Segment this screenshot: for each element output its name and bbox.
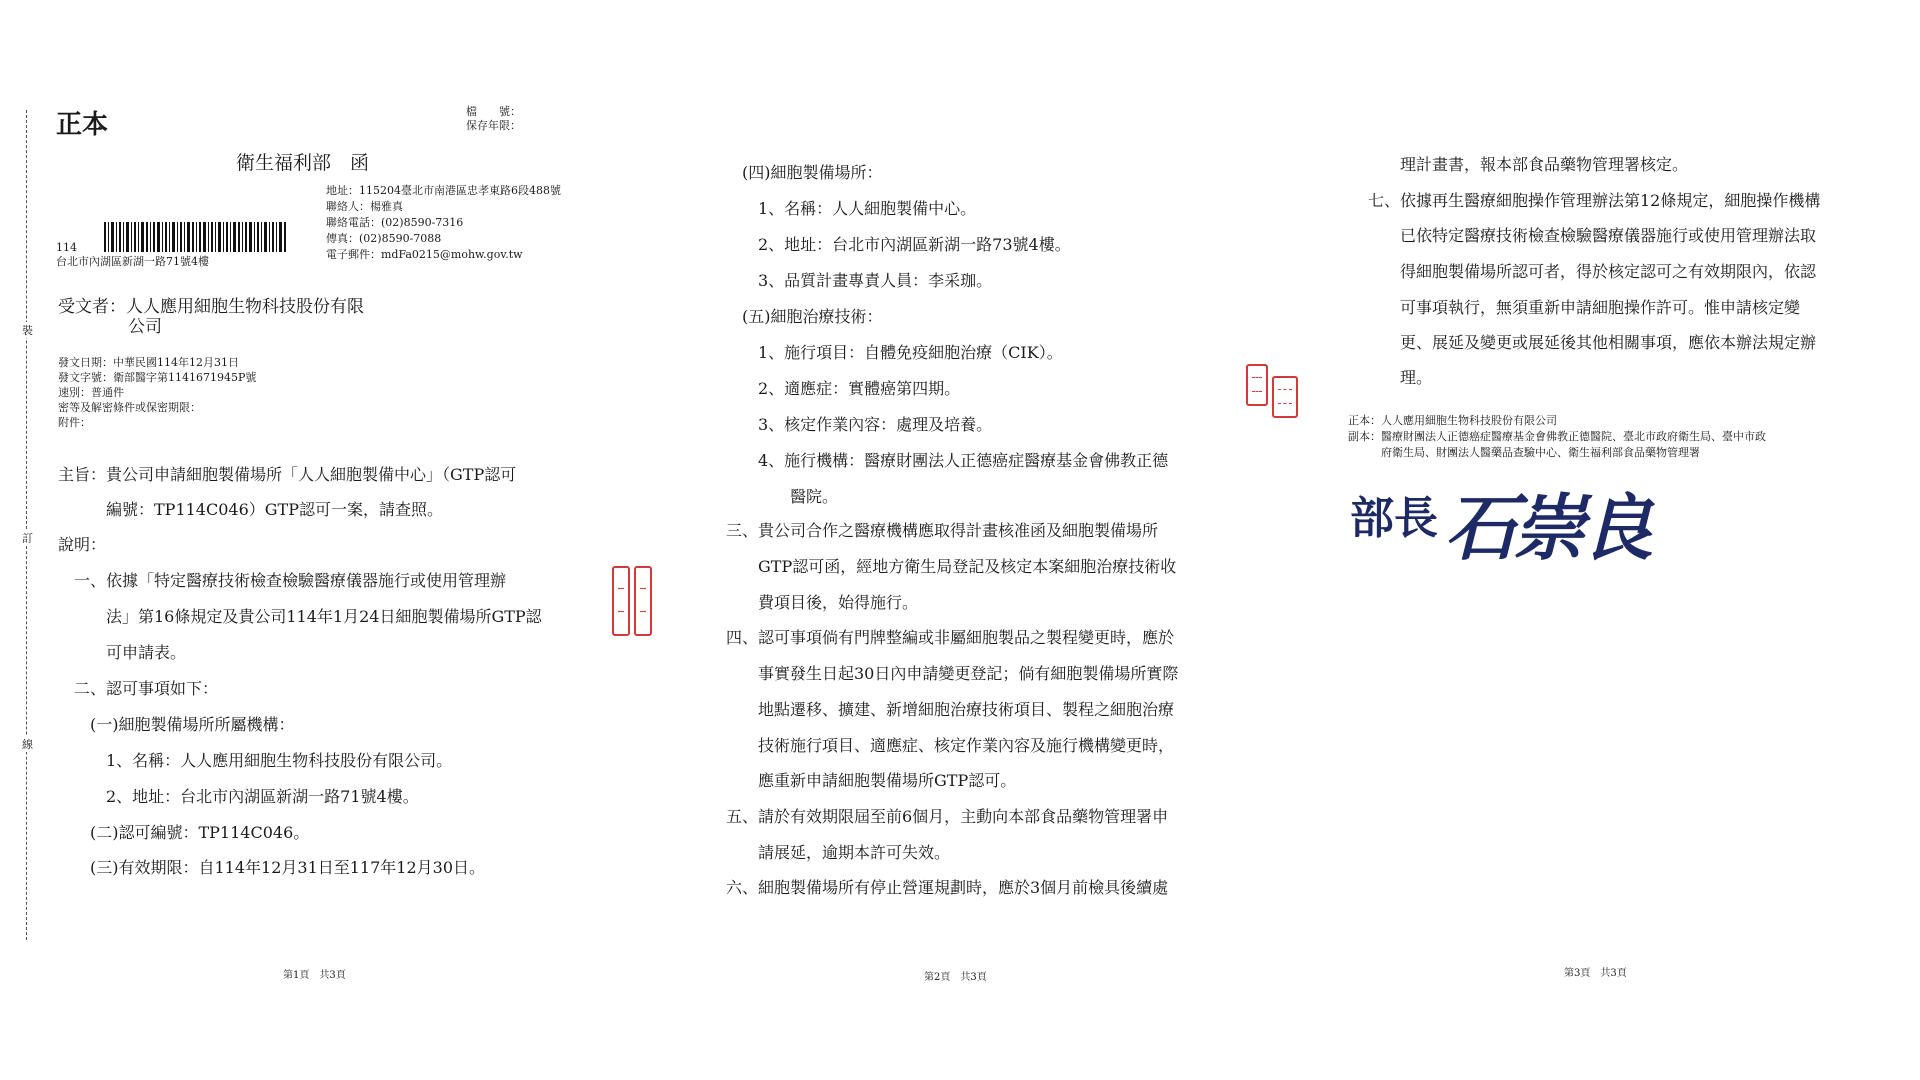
sender-phone: 聯絡電話：(02)8590-7316 bbox=[326, 216, 464, 229]
body-line: 4、施行機構：醫療財團法人正德癌症醫療基金會佛教正德 bbox=[726, 451, 1169, 470]
recipient-address: 台北市內湖區新湖一路71號4樓 bbox=[56, 255, 209, 268]
body-line: 理。 bbox=[1368, 368, 1433, 387]
margin-char-line: 線 bbox=[22, 738, 33, 751]
file-no-label: 檔 號： bbox=[466, 105, 521, 118]
recipient-line-1: 受文者：人人應用細胞生物科技股份有限 bbox=[58, 297, 364, 317]
minister-signature: 石崇良 bbox=[1445, 485, 1650, 570]
subject-line-1: 主旨：貴公司申請細胞製備場所「人人細胞製備中心」（GTP認可 bbox=[58, 465, 517, 484]
body-line: 醫院。 bbox=[726, 487, 839, 506]
body-line: 應重新申請細胞製備場所GTP認可。 bbox=[726, 771, 1017, 790]
body-line: 3、品質計畫專責人員：李采珈。 bbox=[726, 271, 993, 290]
seal-stamp-icon bbox=[1246, 364, 1268, 406]
cc-copy-line-1: 副本：醫療財團法人正德癌症醫療基金會佛教正德醫院、臺北市政府衛生局、臺中市政 bbox=[1348, 430, 1766, 443]
minister-title: 部長 bbox=[1350, 493, 1438, 544]
body-line: 地點遷移、擴建、新增細胞治療技術項目、製程之細胞治療 bbox=[726, 700, 1175, 719]
sender-address: 地址：115204臺北市南港區忠孝東路6段488號 bbox=[326, 184, 561, 197]
body-line: 費項目後，始得施行。 bbox=[726, 593, 919, 612]
cc-copy-line-2: 府衛生局、財團法人醫藥品查驗中心、衛生福利部食品藥物管理署 bbox=[1348, 446, 1700, 459]
barcode-icon bbox=[104, 222, 288, 252]
body-line: 2、地址：台北市內湖區新湖一路73號4樓。 bbox=[726, 235, 1071, 254]
retention-label: 保存年限： bbox=[466, 119, 521, 132]
body-line: 3、核定作業內容：處理及培養。 bbox=[726, 415, 993, 434]
meta-attachment: 附件： bbox=[58, 416, 91, 429]
subject-line-2: 編號：TP114C046）GTP認可一案，請查照。 bbox=[58, 500, 443, 519]
body-line: 1、名稱：人人應用細胞生物科技股份有限公司。 bbox=[58, 751, 453, 770]
document-page-3 bbox=[1280, 0, 1920, 1080]
body-line: 得細胞製備場所認可者，得於核定認可之有效期限內，依認 bbox=[1368, 262, 1817, 281]
seal-stamp-icon bbox=[1272, 376, 1298, 418]
body-line: 事實發生日起30日內申請變更登記；倘有細胞製備場所實際 bbox=[726, 664, 1179, 683]
meta-date: 發文日期：中華民國114年12月31日 bbox=[58, 356, 239, 369]
body-line: (四)細胞製備場所： bbox=[726, 163, 883, 182]
body-line: GTP認可函，經地方衛生局登記及核定本案細胞治療技術收 bbox=[726, 557, 1177, 576]
seal-stamp-icon bbox=[612, 566, 630, 636]
document-page-1 bbox=[0, 0, 640, 1080]
body-line: (三)有效期限：自114年12月31日至117年12月30日。 bbox=[58, 858, 486, 877]
cc-original: 正本：人人應用細胞生物科技股份有限公司 bbox=[1348, 414, 1557, 427]
body-line: (五)細胞治療技術： bbox=[726, 307, 883, 326]
meta-confidential: 密等及解密條件或保密期限： bbox=[58, 401, 201, 414]
sender-contact: 聯絡人：楊雅真 bbox=[326, 200, 403, 213]
meta-doc-no: 發文字號：衛部醫字第1141671945P號 bbox=[58, 371, 257, 384]
body-line: 五、請於有效期限屆至前6個月，主動向本部食品藥物管理署申 bbox=[726, 807, 1169, 826]
body-line: (二)認可編號：TP114C046。 bbox=[58, 823, 310, 842]
body-line: 七、依據再生醫療細胞操作管理辦法第12條規定，細胞操作機構 bbox=[1368, 191, 1821, 210]
explanation-heading: 說明： bbox=[58, 535, 107, 554]
body-line: 三、貴公司合作之醫療機構應取得計畫核准函及細胞製備場所 bbox=[726, 521, 1159, 540]
meta-speed: 速別：普通件 bbox=[58, 386, 124, 399]
body-line: 可事項執行，無須重新申請細胞操作許可。惟申請核定變 bbox=[1368, 298, 1801, 317]
page-footer: 第2頁 共3頁 bbox=[924, 972, 987, 983]
postal-code: 114 bbox=[56, 241, 77, 254]
body-line: 請展延，逾期本許可失效。 bbox=[726, 843, 951, 862]
document-title: 衛生福利部 函 bbox=[236, 152, 370, 174]
body-line: 技術施行項目、適應症、核定作業內容及施行機構變更時， bbox=[726, 736, 1175, 755]
body-line: 1、名稱：人人細胞製備中心。 bbox=[726, 199, 977, 218]
body-line: 六、細胞製備場所有停止營運規劃時，應於3個月前檢具後續處 bbox=[726, 878, 1169, 897]
body-line: 可申請表。 bbox=[58, 643, 187, 662]
body-line: 1、施行項目：自體免疫細胞治療（CIK）。 bbox=[726, 343, 1063, 362]
body-line: 已依特定醫療技術檢查檢驗醫療儀器施行或使用管理辦法取 bbox=[1368, 226, 1817, 245]
copy-label: 正本 bbox=[56, 110, 109, 140]
body-line: 更、展延及變更或展延後其他相關事項，應依本辦法規定辦 bbox=[1368, 333, 1817, 352]
recipient-line-2: 公司 bbox=[128, 317, 162, 337]
body-line: 四、認可事項倘有門牌整編或非屬細胞製品之製程變更時，應於 bbox=[726, 628, 1175, 647]
body-line: 一、依據「特定醫療技術檢查檢驗醫療儀器施行或使用管理辦 bbox=[58, 571, 507, 590]
page-footer: 第3頁 共3頁 bbox=[1564, 968, 1627, 979]
margin-char-stitch: 訂 bbox=[22, 532, 33, 545]
sender-email: 電子郵件：mdFa0215@mohw.gov.tw bbox=[326, 248, 523, 261]
body-line: 2、適應症：實體癌第四期。 bbox=[726, 379, 961, 398]
body-line: 二、認可事項如下： bbox=[58, 679, 219, 698]
binding-line bbox=[26, 110, 27, 940]
body-line: (一)細胞製備場所所屬機構： bbox=[58, 715, 295, 734]
margin-char-binding: 裝 bbox=[22, 324, 33, 337]
body-line: 法」第16條規定及貴公司114年1月24日細胞製備場所GTP認 bbox=[58, 607, 542, 626]
sender-fax: 傳真：(02)8590-7088 bbox=[326, 232, 442, 245]
page-footer: 第1頁 共3頁 bbox=[283, 970, 346, 981]
document-page-2 bbox=[640, 0, 1280, 1080]
body-line: 2、地址：台北市內湖區新湖一路71號4樓。 bbox=[58, 787, 419, 806]
body-line: 理計畫書，報本部食品藥物管理署核定。 bbox=[1368, 155, 1689, 174]
